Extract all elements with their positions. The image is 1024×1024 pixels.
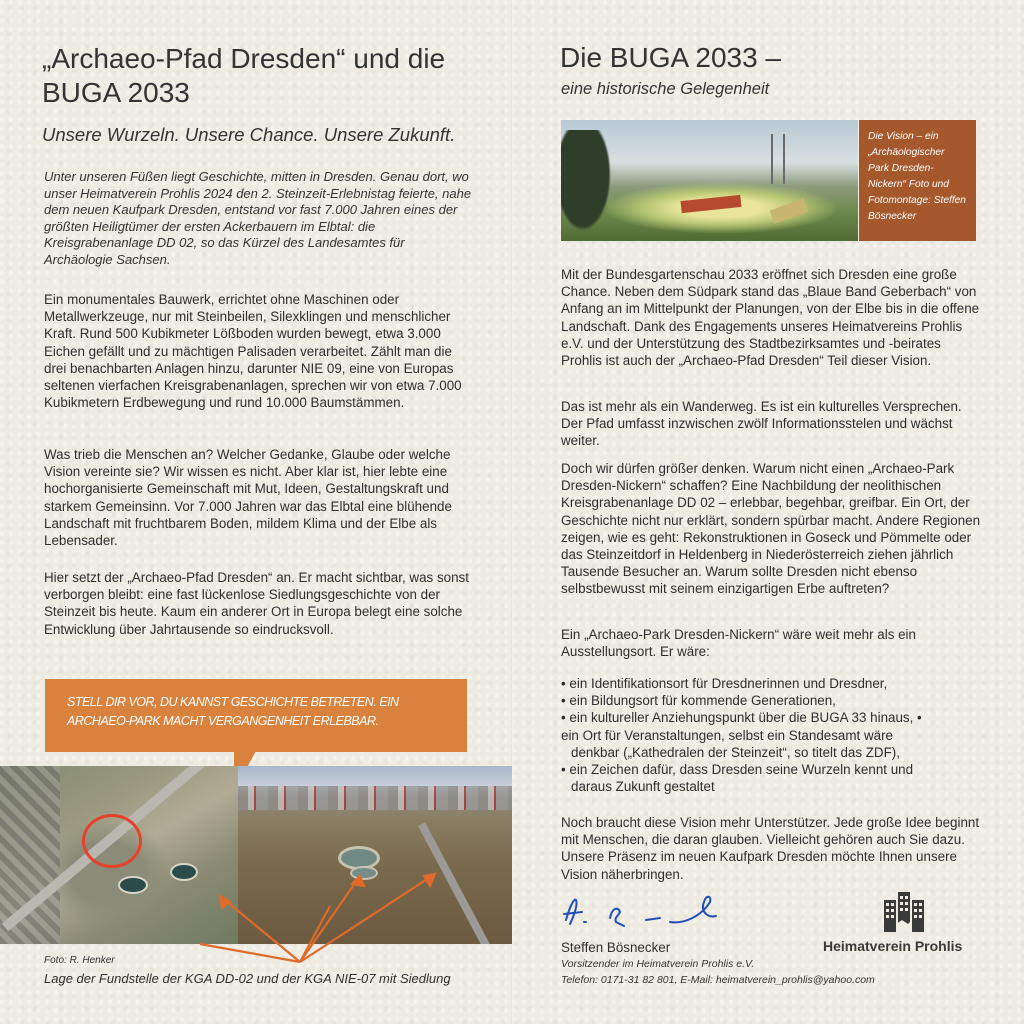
right-paragraph: Ein „Archaeo-Park Dresden-Nickern“ wäre weit mehr als ein Ausstellungsort. Er wäre:: [561, 627, 916, 660]
right-paragraph: Doch wir dürfen größer denken. Warum nicht einen „Archaeo-Park Dresden-Nickern“ schaffen? Eine Nachbildung der neolithischen Kreisgrabenanlage DD 02 – erlebbar, begehbar, greifbar. Ein Ort, der Geschichte nicht nur erklärt, sondern spürbar macht. Andere Regionen zeigen, wie es geht: Rekonstruktionen in Goseck und Pömmelte oder das Steinzeitdorf in Heldenberg in Niederösterreich ziehen jährlich Tausende Besucher an. Warum sollte Dresden nicht ebenso selbstbewusst mit seinem einzigartigen Erbe auftreten?: [561, 461, 981, 597]
list-item: daraus Zukunft gestaltet: [571, 779, 715, 795]
signature-graphic: [560, 888, 730, 938]
vision-caption-box: [859, 120, 976, 241]
building-logo-icon: [882, 890, 926, 934]
right-paragraph: Mit der Bundesgartenschau 2033 eröffnet sich Dresden eine große Chance. Neben dem Südpark stand das „Blaue Band Geberbach“ von Anfang an im Mittelpunkt der Planungen, von der Elbe bis in die offene Landschaft. Dank des Engagements unseres Heimatvereins Prohlis e.V. und der Unterstützung des Stadtbezirksamtes und -beirates Prohlis ist auch der „Archaeo-Pfad Dresden“ Teil dieser Vision.: [561, 267, 980, 369]
signer-name: Steffen Bösnecker: [561, 940, 671, 955]
photo-caption: Lage der Fundstelle der KGA DD-02 und der KGA NIE-07 mit Siedlung: [44, 971, 451, 986]
benefit-list: [561, 675, 981, 795]
list-item: • ein kultureller Anziehungspunkt über die BUGA 33 hinaus, •: [561, 710, 922, 726]
list-item: • ein Bildungsort für kommende Generationen,: [561, 693, 836, 709]
left-subtitle: Unsere Wurzeln. Unsere Chance. Unsere Zukunft.: [42, 124, 456, 145]
list-item: denkbar („Kathedralen der Steinzeit“, so titelt das ZDF),: [571, 744, 900, 760]
right-subtitle: eine historische Gelegenheit: [561, 80, 770, 98]
closing-paragraph: Noch braucht diese Vision mehr Unterstützer. Jede große Idee beginnt mit Menschen, die daran glauben. Vielleicht gehören auch Sie dazu. Unsere Präsenz im neuen Kaufpark Dresden möchte Ihnen unsere Vision näherbringen.: [561, 815, 980, 882]
photo-credit: Foto: R. Henker: [44, 955, 115, 966]
right-title: Die BUGA 2033 –: [560, 42, 782, 73]
intro-paragraph: Unter unseren Füßen liegt Geschichte, mitten in Dresden. Genau dort, wo unser Heimatverein Prohlis 2024 den 2. Steinzeit-Erlebnistag feierte, nahe dem neuen Kaufpark Dresden, entstand vor fast 7.000 Jahren eines der größten Heiligtümer der ersten Ackerbauern im Elbtal: die Kreisgrabenanlage DD 02, so das Kürzel des Landesamtes für Archäologie Sachsen.: [44, 169, 472, 267]
org-name: Heimatverein Prohlis: [823, 938, 963, 954]
vision-photomontage: [561, 120, 858, 241]
list-item: • ein Zeichen dafür, dass Dresden seine Wurzeln kennt und: [561, 762, 914, 778]
left-paragraph: Ein monumentales Bauwerk, errichtet ohne Maschinen oder Metallwerkzeuge, nur mit Steinbeilen, Silexklingen und menschlicher Kraft. Rund 500 Kubikmeter Lößboden wurden bewegt, etwa 3.000 Eichen gefällt und zu mächtigen Palisaden verarbeitet. Zählt man die drei benachbarten Anlagen hinzu, darunter NIE 09, eine von Europas seltenen vierfachen Kreisgrabenanlagen, sprechen wir von etwa 7.000 Kubikmetern Erdbewegung und rund 10.000 Baumstämmen.: [44, 292, 462, 411]
contact-info: Telefon: 0171-31 82 801, E-Mail: heimatverein_prohlis@yahoo.com: [561, 974, 875, 986]
right-paragraph: Das ist mehr als ein Wanderweg. Es ist ein kulturelles Versprechen. Der Pfad umfasst inzwischen zwölf Informationsstelen und wächst weiter.: [561, 399, 962, 449]
left-paragraph: Hier setzt der „Archaeo-Pfad Dresden“ an. Er macht sichtbar, was sonst verborgen bleibt: eine fast lückenlose Siedlungsgeschichte von der Steinzeit bis heute. Kaum ein anderer Ort in Europa belegt eine solche Entwicklung über Jahrtausende so eindrucksvoll.: [44, 570, 469, 637]
site-arrows: [0, 766, 512, 966]
list-item: ein Ort für Veranstaltungen, selbst ein Standesamt wäre: [561, 727, 893, 743]
signer-role: Vorsitzender im Heimatverein Prohlis e.V.: [561, 958, 755, 970]
list-item: • ein Identifikationsort für Dresdnerinnen und Dresdner,: [561, 676, 888, 691]
callout-box: [45, 679, 467, 752]
vision-caption-text: Die Vision – ein „Archäologischer Park Dresden-Nickern“ Foto und Fotomontage: Steffen Bösnecker: [868, 131, 966, 222]
left-title: „Archaeo-Pfad Dresden“ und die BUGA 2033: [42, 43, 446, 108]
left-paragraph: Was trieb die Menschen an? Welcher Gedanke, Glaube oder welche Vision vereinte sie? Wir wissen es nicht. Aber klar ist, hier lebte eine hochorganisierte Gemeinschaft mit Mut, Ideen, Gestaltungskraft und starkem Gemeinsinn. Vor 7.000 Jahren war das Elbtal eine blühende Landschaft mit fruchtbarem Boden, mildem Klima und der Elbe als Lebensader.: [44, 447, 452, 549]
callout-text: STELL DIR VOR, DU KANNST GESCHICHTE BETRETEN. EIN ARCHAEO-PARK MACHT VERGANGENHEIT ERLEBBAR.: [67, 695, 399, 728]
